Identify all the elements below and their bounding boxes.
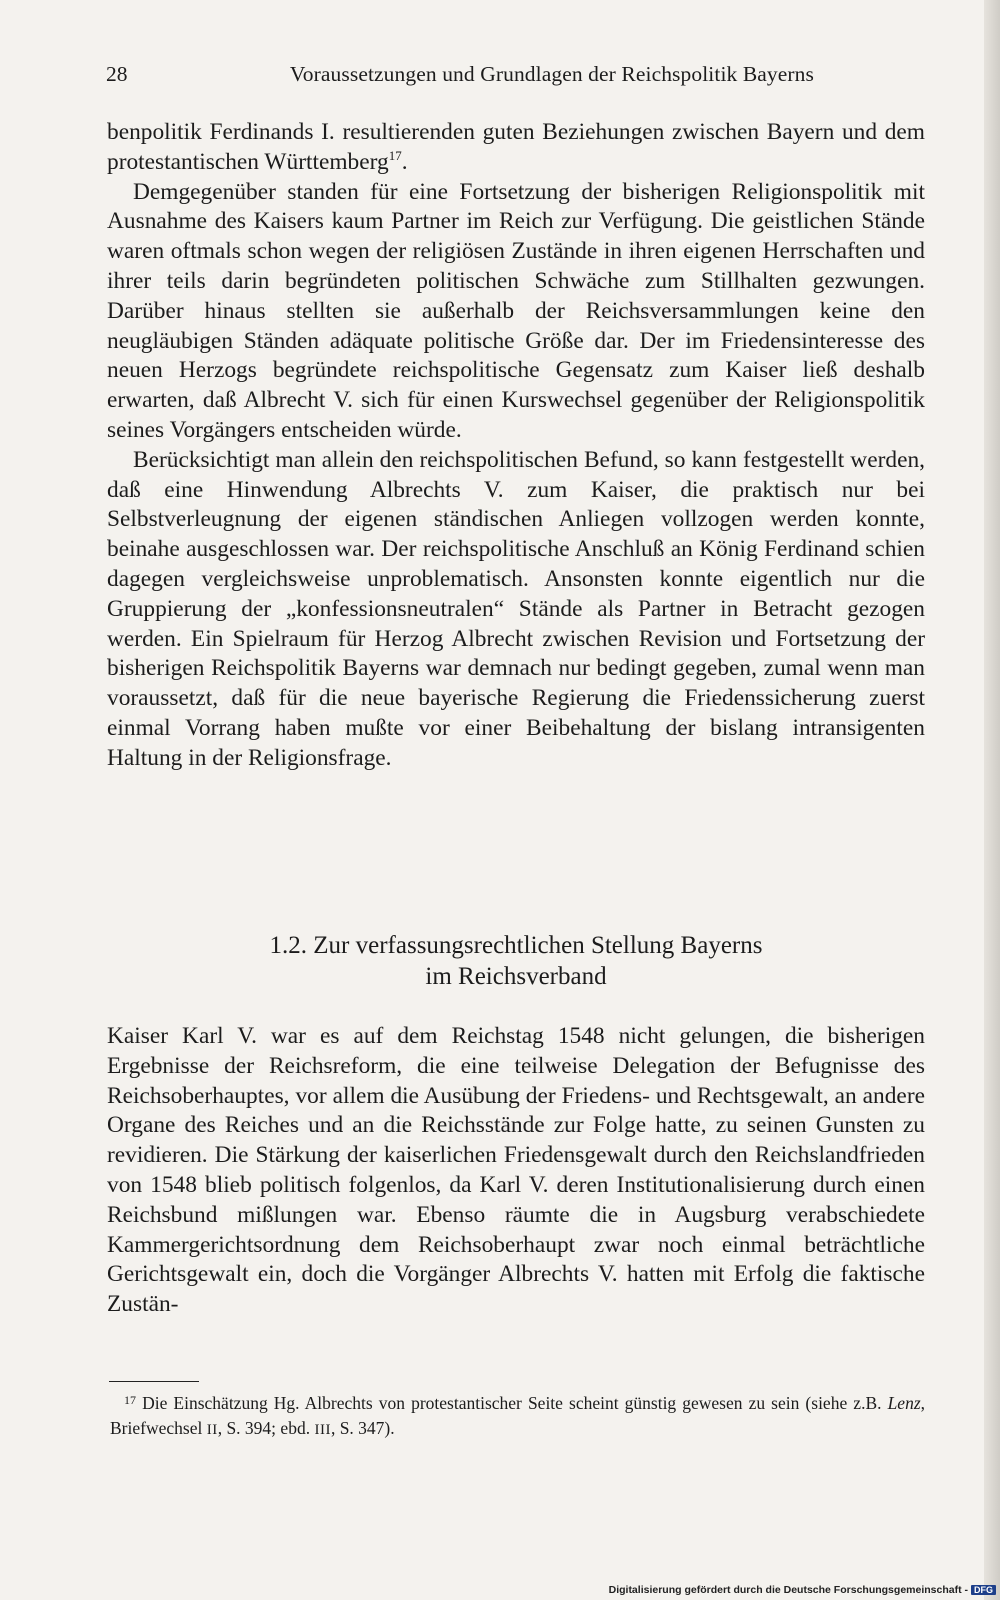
credit-text: Digitalisierung gefördert durch die Deutsche Forschungsgemeinschaft - (608, 1584, 968, 1596)
dfg-logo: DFG (971, 1585, 996, 1595)
footnote-text: , Briefwechsel (110, 1393, 925, 1438)
paragraph-text: benpolitik Ferdinands I. resultierenden guten Beziehungen zwischen Bayern und dem protestantischen Württemberg (107, 119, 925, 175)
page-edge (984, 0, 1000, 1600)
footnote-text: , S. 394; ebd. (217, 1417, 315, 1438)
section-heading-line: 1.2. Zur verfassungsrechtlichen Stellung Bayerns (269, 932, 763, 959)
footnote-reference: 17 (388, 147, 402, 163)
running-title: Voraussetzungen und Grundlagen der Reichspolitik Bayerns (289, 62, 814, 86)
footnote-volume: III (314, 1421, 331, 1438)
footnote (110, 1391, 925, 1442)
page-number: 28 (106, 62, 128, 86)
section-paragraph: Kaiser Karl V. war es auf dem Reichstag 1548 nicht gelungen, die bisherigen Ergebnisse der Reichsreform, die eine teilweise Delegation der Befugnisse des Reichsoberhauptes, vor allem die Ausübung der Friedens- und Rechtsgewalt, an andere Organe des Reiches und an die Reichsstände zur Folge hatte, zu seinen Gunsten zu revidieren. Die Stärkung der kaiserlichen Friedensgewalt durch den Reichslandfrieden von 1548 blieb politisch folgenlos, da Karl V. deren Institutionalisierung durch einen Reichsbund mißlungen war. Ebenso räumte die in Augsburg verabschiedete Kammergerichtsordnung dem Reichsoberhaupt zwar noch einmal beträchtliche Gerichtsgewalt ein, doch die Vorgänger Albrechts V. hatten mit Erfolg die faktische Zustän- (107, 1023, 925, 1318)
footnote-text: Die Einschätzung Hg. Albrechts von protestantischer Seite scheint günstig gewesen zu sein (siehe z.B. (142, 1393, 888, 1413)
footnote-divider (109, 1381, 199, 1382)
body-text-upper (107, 118, 925, 774)
paragraph: Demgegenüber standen für eine Fortsetzung der bisherigen Religionspolitik mit Ausnahme des Kaisers kaum Partner im Reich zur Verfügung. Die geistlichen Stände waren oftmals schon wegen der religiösen Zustände in ihren eigenen Herrschaften und ihrer teils darin begründeten politischen Schwäche zum Stillhalten gezwungen. Darüber hinaus stellten sie außerhalb der Reichsversammlungen keine den neugläubigen Ständen adäquate politische Größe dar. Der im Friedensinteresse des neuen Herzogs begründete reichspolitische Gegensatz zum Kaiser ließ deshalb erwarten, daß Albrecht V. sich für einen Kurswechsel gegenüber der Religionspolitik seines Vorgängers entscheiden würde. (107, 178, 925, 443)
section-heading (107, 930, 925, 992)
section-heading-line: im Reichsverband (425, 963, 607, 990)
footnote-text: , S. 347). (330, 1417, 395, 1438)
footnote-author: Lenz (887, 1393, 921, 1413)
footnote-volume: II (206, 1421, 218, 1438)
digitization-credit (609, 1584, 996, 1596)
paragraph-continuation (107, 118, 925, 178)
footnote-number: 17 (124, 1393, 136, 1407)
running-head (106, 62, 814, 92)
body-text-lower (107, 1022, 925, 1320)
paragraph: Berücksichtigt man allein den reichspolitischen Befund, so kann festgestellt werden, daß eine Hinwendung Albrechts V. zum Kaiser, die praktisch nur bei Selbstverleugnung der eigenen ständischen Anliegen vollzogen werden konnte, beinahe ausgeschlossen war. Der reichspolitische Anschluß an König Ferdinand schien dagegen vergleichsweise unproblematisch. Ansonsten konnte eigentlich nur die Gruppierung der „konfessionsneutralen“ Stände als Partner in Betracht gezogen werden. Ein Spielraum für Herzog Albrecht zwischen Revision und Fortsetzung der bisherigen Reichspolitik Bayerns war demnach nur bedingt gegeben, zumal wenn man voraussetzt, daß für die neue bayerische Regierung die Friedenssicherung zuerst einmal Vorrang haben mußte vor einer Beibehaltung der bislang intransigenten Haltung in der Religionsfrage. (107, 446, 925, 771)
paragraph-end-punctuation: . (401, 148, 408, 175)
